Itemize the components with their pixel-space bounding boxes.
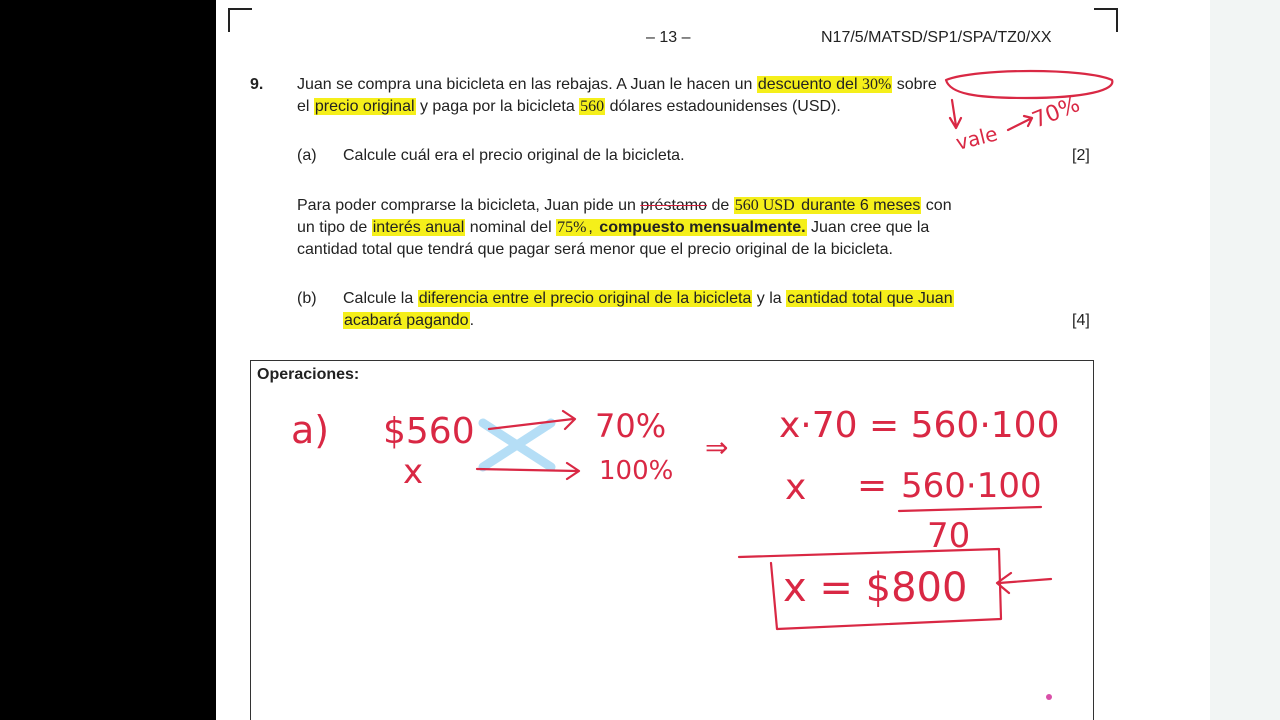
intro-line-2 bbox=[297, 96, 841, 118]
part-a-handwritten-label: a) bbox=[291, 408, 330, 452]
part-a-label: (a) bbox=[297, 147, 317, 164]
vale-note: vale bbox=[953, 121, 1000, 155]
context-text: Juan cree que la bbox=[806, 219, 930, 236]
crop-mark-top-left bbox=[228, 8, 252, 32]
discount-highlight bbox=[757, 76, 892, 93]
part-b-label: (b) bbox=[297, 290, 317, 307]
equation-2-equals: = bbox=[857, 465, 888, 506]
operations-title: Operaciones: bbox=[257, 366, 360, 383]
fraction-bar bbox=[899, 507, 1041, 511]
discount-label: descuento del bbox=[757, 76, 862, 93]
implies-arrow: ⇒ bbox=[705, 431, 729, 464]
answer-pointer-arrow bbox=[997, 573, 1051, 593]
equation-2-numerator: 560·100 bbox=[901, 466, 1042, 506]
annual-interest-highlight: interés anual bbox=[372, 219, 465, 236]
intro-text-end: sobre bbox=[892, 76, 937, 93]
percent-70: 70% bbox=[595, 407, 667, 445]
context-text: con bbox=[921, 197, 952, 214]
equation-1: x·70 = 560·100 bbox=[779, 405, 1060, 446]
seventy-percent-note: 70% bbox=[1028, 92, 1084, 134]
part-b-text: . bbox=[469, 312, 475, 329]
intro-text: y paga por la bicicleta bbox=[415, 98, 580, 115]
arrow-top bbox=[489, 411, 575, 429]
answer-value: x = $800 bbox=[783, 565, 968, 611]
exam-code: N17/5/MATSD/SP1/SPA/TZ0/XX bbox=[821, 29, 1052, 46]
context-line-1 bbox=[297, 195, 952, 217]
compounding-highlight: compuesto mensualmente. bbox=[599, 219, 806, 236]
intro-text: dólares estadounidenses (USD). bbox=[605, 98, 841, 115]
discount-value: 30% bbox=[861, 76, 892, 93]
context-text: del bbox=[530, 219, 557, 236]
context-text: un tipo de bbox=[297, 219, 372, 236]
exam-page bbox=[216, 0, 1210, 720]
handwritten-working bbox=[251, 361, 1093, 720]
equation-2-lhs: x bbox=[785, 467, 807, 508]
margin-annotation bbox=[936, 66, 1116, 166]
rate-highlight: 75% bbox=[557, 219, 587, 236]
part-a-text: Calcule cuál era el precio original de la bicicleta. bbox=[343, 147, 685, 164]
context-text: Para poder comprarse la bicicleta, Juan pide un bbox=[297, 197, 641, 214]
crop-mark-top-right bbox=[1094, 8, 1118, 32]
price-value: $560 bbox=[383, 411, 475, 452]
part-a-marks: [2] bbox=[1072, 147, 1090, 164]
difference-highlight: diferencia entre el precio original de la bicicleta bbox=[418, 290, 752, 307]
intro-text: Juan se compra una bicicleta en las rebajas. A Juan le hacen un bbox=[297, 76, 757, 93]
pen-dot bbox=[1046, 694, 1052, 700]
unknown-x: x bbox=[403, 452, 424, 492]
original-price-highlight: precio original bbox=[314, 98, 415, 115]
rate-comma: , bbox=[588, 219, 598, 236]
loan-amount-highlight: 560 USD bbox=[734, 197, 795, 214]
percent-100: 100% bbox=[599, 456, 674, 486]
down-arrow bbox=[950, 100, 961, 128]
intro-line-1 bbox=[297, 74, 937, 96]
part-b-text: y la bbox=[752, 290, 787, 307]
discount-circle bbox=[946, 71, 1112, 98]
final-payment-highlight: acabará pagando bbox=[344, 312, 469, 329]
note-arrow bbox=[1008, 116, 1032, 130]
equation-2-denominator: 70 bbox=[927, 516, 971, 556]
question-number: 9. bbox=[250, 76, 264, 93]
operations-box bbox=[250, 360, 1094, 720]
total-amount-highlight: cantidad total que Juan bbox=[787, 290, 953, 307]
context-text: de bbox=[707, 197, 734, 214]
loan-duration-highlight: durante 6 meses bbox=[796, 197, 921, 214]
context-text: nominal bbox=[465, 219, 531, 236]
price-highlight: 560 bbox=[580, 98, 605, 115]
part-b-marks: [4] bbox=[1072, 312, 1090, 329]
part-b-text: Calcule la bbox=[343, 290, 418, 307]
page-number: – 13 – bbox=[646, 29, 691, 46]
intro-text: el bbox=[297, 98, 314, 115]
viewer-side-panel bbox=[1210, 0, 1280, 720]
context-line-3: cantidad total que tendrá que pagar será menor que el precio original de la bicicleta. bbox=[297, 241, 893, 258]
part-b-line-1 bbox=[343, 288, 954, 310]
part-b-line-2 bbox=[343, 310, 474, 332]
context-line-2 bbox=[297, 217, 929, 239]
loan-word-struck: préstamo bbox=[640, 197, 708, 214]
